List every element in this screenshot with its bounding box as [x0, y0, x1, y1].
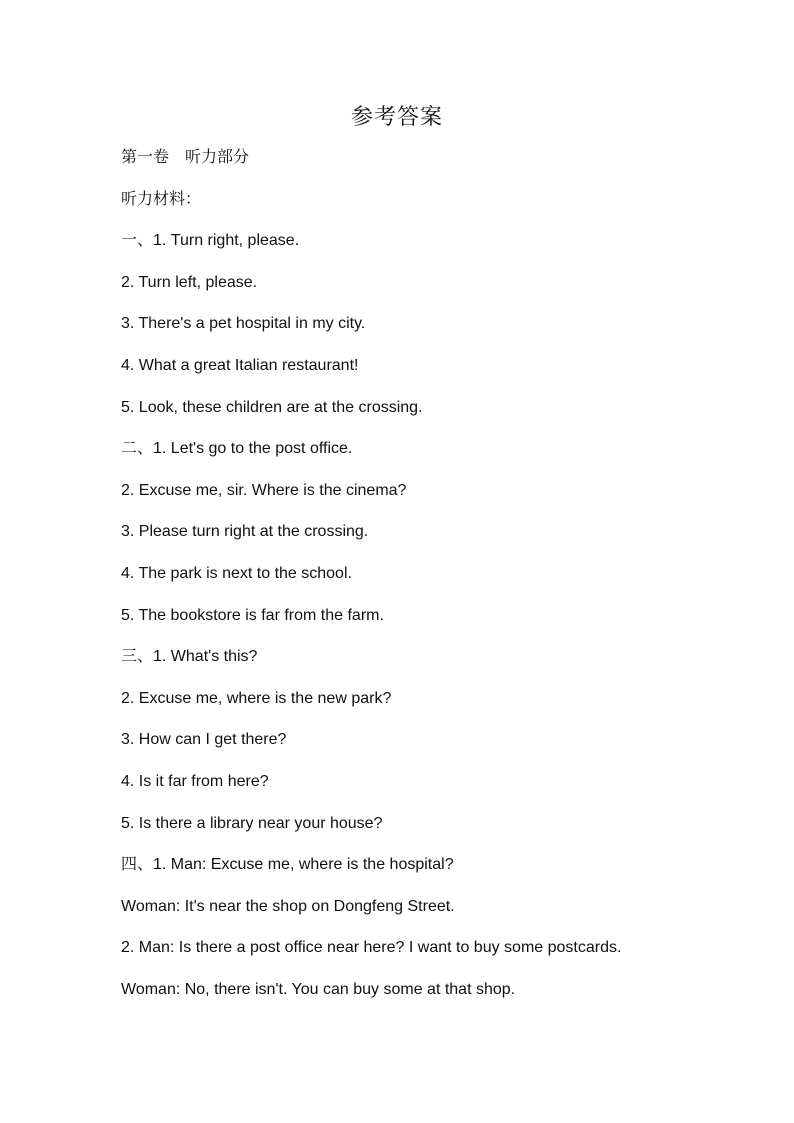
part-three-item-2: 2. Excuse me, where is the new park? — [121, 689, 392, 707]
part-two-item-5: 5. The bookstore is far from the farm. — [121, 606, 384, 624]
part-four-dialogue-2-man: 2. Man: Is there a post office near here? I want to buy some postcards. — [121, 939, 622, 957]
part-two-item-2: 2. Excuse me, sir. Where is the cinema? — [121, 481, 407, 499]
part-one-item-1: 一、1. Turn right, please. — [121, 232, 300, 250]
part-two-item-1: 二、1. Let's go to the post office. — [121, 440, 353, 458]
part-one-item-5: 5. Look, these children are at the crossing. — [121, 398, 423, 416]
part-one-item-3: 3. There's a pet hospital in my city. — [121, 315, 366, 333]
part-two-item-4: 4. The park is next to the school. — [121, 564, 352, 582]
page-title: 参考答案 — [350, 104, 443, 129]
part-four-dialogue-2-woman: Woman: No, there isn't. You can buy some at that shop. — [121, 980, 516, 998]
part-one-item-4: 4. What a great Italian restaurant! — [121, 356, 359, 374]
part-four-dialogue-1-woman: Woman: It's near the shop on Dongfeng Street. — [121, 897, 455, 915]
part-one-item-2: 2. Turn left, please. — [121, 273, 258, 291]
part-three-item-1: 三、1. What's this? — [121, 648, 258, 666]
answer-text-body — [121, 146, 741, 1019]
listening-material-label: 听力材料： — [121, 190, 202, 208]
part-three-item-4: 4. Is it far from here? — [121, 772, 269, 790]
section-heading-volume-one: 第一卷 听力部分 — [121, 149, 250, 166]
part-three-item-5: 5. Is there a library near your house? — [121, 814, 383, 832]
part-four-dialogue-1-man: 四、1. Man: Excuse me, where is the hospital? — [121, 856, 454, 874]
part-three-item-3: 3. How can I get there? — [121, 731, 287, 749]
part-two-item-3: 3. Please turn right at the crossing. — [121, 523, 369, 541]
